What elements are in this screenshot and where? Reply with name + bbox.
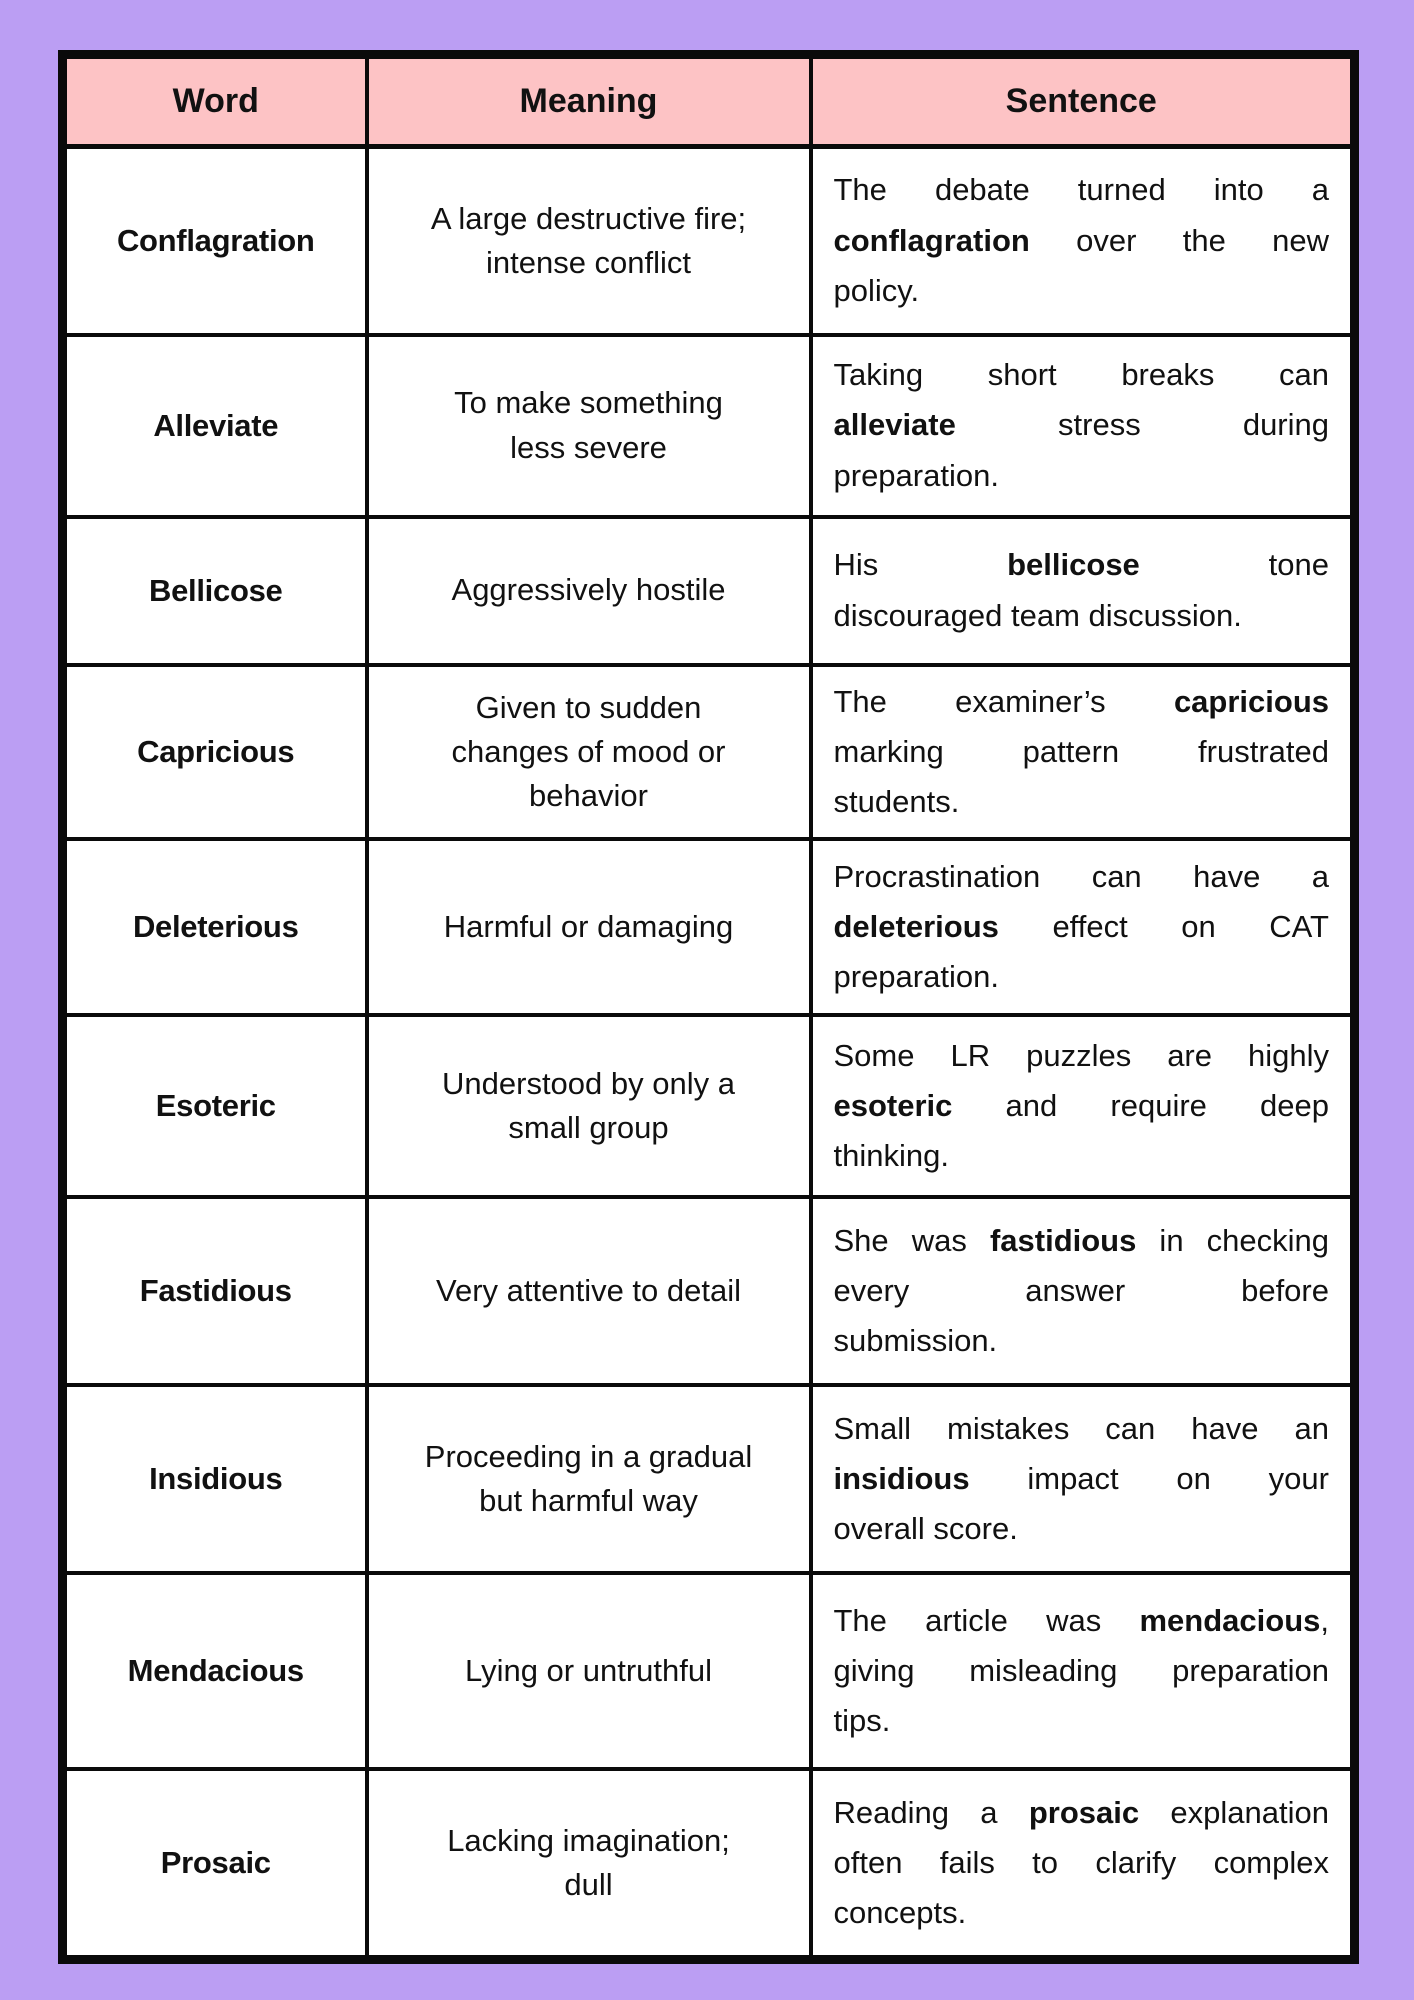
word-cell: Prosaic (63, 1769, 367, 1959)
sentence-text: discouraged team discussion. (833, 597, 1242, 633)
table-row (63, 1015, 1355, 1197)
sentence-line (834, 216, 1330, 266)
table-row (63, 1197, 1355, 1385)
sentence-line (834, 1404, 1330, 1454)
column-header-word: Word (63, 55, 367, 147)
meaning-line: behavior (529, 777, 648, 813)
highlighted-word: alleviate (833, 407, 956, 443)
sentence-line (834, 1131, 1330, 1181)
table-row (63, 1385, 1355, 1573)
sentence-line (834, 1454, 1330, 1504)
sentence-text: concepts. (833, 1895, 967, 1931)
word-cell: Alleviate (63, 335, 367, 517)
sentence-text: over the new (1029, 222, 1329, 258)
word-cell: Fastidious (63, 1197, 367, 1385)
sentence-text: impact on your (969, 1461, 1329, 1497)
meaning-cell (367, 839, 811, 1015)
meaning-cell (367, 147, 811, 335)
word-cell: Bellicose (63, 517, 367, 665)
meaning-line: Aggressively hostile (451, 572, 726, 608)
sentence-text: stress during (955, 407, 1329, 443)
sentence-text: Reading a (833, 1794, 1029, 1830)
sentence-text: preparation. (833, 959, 999, 995)
sentence-text: policy. (833, 272, 920, 308)
sentence-line (834, 1646, 1330, 1696)
highlighted-word: bellicose (1007, 547, 1140, 583)
sentence-line (834, 1696, 1330, 1746)
meaning-line: small group (508, 1110, 669, 1146)
sentence-text: students. (833, 783, 960, 819)
sentence-line (834, 1316, 1330, 1366)
sentence-cell (811, 1015, 1355, 1197)
sentence-text: giving misleading preparation (833, 1653, 1329, 1689)
vocabulary-poster (58, 50, 1350, 1946)
sentence-text: The article was (833, 1602, 1140, 1638)
sentence-line (834, 1266, 1330, 1316)
sentence-cell (811, 1573, 1355, 1769)
sentence-line (834, 852, 1330, 902)
meaning-line: intense conflict (485, 244, 692, 280)
meaning-line: Lacking imagination; (447, 1822, 730, 1858)
meaning-cell (367, 1015, 811, 1197)
sentence-line (834, 1888, 1330, 1938)
vocabulary-table (58, 50, 1359, 1964)
sentence-text: , (1320, 1602, 1329, 1638)
highlighted-word: conflagration (833, 222, 1030, 258)
sentence-cell (811, 335, 1355, 517)
sentence-text: in checking (1136, 1222, 1329, 1258)
word-cell: Insidious (63, 1385, 367, 1573)
word-cell: Mendacious (63, 1573, 367, 1769)
meaning-line: Given to sudden (475, 689, 702, 725)
meaning-cell (367, 1385, 811, 1573)
column-header-meaning: Meaning (367, 55, 811, 147)
sentence-text: and require deep (952, 1088, 1329, 1124)
sentence-line (834, 952, 1330, 1002)
sentence-line (834, 165, 1330, 215)
table-row (63, 1573, 1355, 1769)
highlighted-word: prosaic (1028, 1794, 1140, 1830)
sentence-cell (811, 517, 1355, 665)
table-row (63, 1769, 1355, 1959)
sentence-cell (811, 147, 1355, 335)
sentence-line (834, 266, 1330, 316)
sentence-text: often fails to clarify complex (833, 1844, 1329, 1880)
meaning-line: Very attentive to detail (435, 1273, 742, 1309)
meaning-cell (367, 335, 811, 517)
sentence-line (834, 1838, 1330, 1888)
highlighted-word: insidious (833, 1461, 970, 1497)
sentence-text: Procrastination can have a (833, 858, 1329, 894)
sentence-text: The examiner’s (833, 683, 1174, 719)
sentence-text: overall score. (833, 1511, 1018, 1547)
sentence-text: The debate turned into a (833, 172, 1329, 208)
sentence-cell (811, 1769, 1355, 1959)
sentence-text: thinking. (833, 1138, 949, 1174)
sentence-line (834, 1596, 1330, 1646)
sentence-line (834, 1504, 1330, 1554)
sentence-cell (811, 839, 1355, 1015)
table-row (63, 665, 1355, 840)
table-row (63, 839, 1355, 1015)
sentence-cell (811, 1197, 1355, 1385)
word-cell: Deleterious (63, 839, 367, 1015)
sentence-line (834, 540, 1330, 590)
meaning-line: but harmful way (479, 1483, 698, 1519)
sentence-cell (811, 1385, 1355, 1573)
meaning-cell (367, 665, 811, 840)
sentence-text: Some LR puzzles are highly (833, 1037, 1329, 1073)
highlighted-word: capricious (1173, 683, 1329, 719)
highlighted-word: fastidious (989, 1222, 1137, 1258)
word-cell: Esoteric (63, 1015, 367, 1197)
sentence-line (834, 451, 1330, 501)
sentence-text: preparation. (833, 457, 999, 493)
sentence-cell (811, 665, 1355, 840)
sentence-line (834, 1081, 1330, 1131)
sentence-line (834, 727, 1330, 777)
meaning-line: Proceeding in a gradual (424, 1439, 753, 1475)
column-header-sentence: Sentence (811, 55, 1355, 147)
meaning-line: To make something (454, 385, 723, 421)
meaning-cell (367, 1573, 811, 1769)
meaning-line: Understood by only a (442, 1066, 735, 1102)
meaning-cell (367, 1769, 811, 1959)
sentence-line (834, 1216, 1330, 1266)
sentence-line (834, 1788, 1330, 1838)
sentence-text: marking pattern frustrated (833, 733, 1329, 769)
sentence-line (834, 677, 1330, 727)
word-cell: Capricious (63, 665, 367, 840)
table-row (63, 335, 1355, 517)
sentence-line (834, 350, 1330, 400)
sentence-line (834, 1031, 1330, 1081)
table-body (63, 147, 1355, 1960)
sentence-text: explanation (1139, 1794, 1330, 1830)
table-header (63, 55, 1355, 147)
sentence-text: tips. (833, 1703, 891, 1739)
sentence-line (834, 777, 1330, 827)
meaning-line: less severe (510, 429, 667, 465)
sentence-text: She was (833, 1222, 990, 1258)
meaning-line: Lying or untruthful (464, 1653, 712, 1689)
sentence-text: Taking short breaks can (833, 357, 1329, 393)
sentence-text: submission. (833, 1323, 998, 1359)
sentence-text: His (833, 547, 1008, 583)
sentence-text: every answer before (833, 1273, 1329, 1309)
meaning-line: changes of mood or (451, 733, 726, 769)
sentence-text: Small mistakes can have an (833, 1410, 1329, 1446)
table-row (63, 517, 1355, 665)
header-row (63, 55, 1355, 147)
highlighted-word: mendacious (1139, 1602, 1321, 1638)
highlighted-word: deleterious (833, 909, 999, 945)
meaning-line: A large destructive fire; (430, 200, 747, 236)
sentence-line (834, 902, 1330, 952)
sentence-text: tone (1139, 547, 1329, 583)
meaning-cell (367, 517, 811, 665)
sentence-text: effect on CAT (998, 909, 1329, 945)
meaning-cell (367, 1197, 811, 1385)
highlighted-word: esoteric (833, 1088, 953, 1124)
table-row (63, 147, 1355, 335)
sentence-line (834, 400, 1330, 450)
meaning-line: Harmful or damaging (443, 909, 734, 945)
sentence-line (834, 591, 1330, 641)
meaning-line: dull (564, 1866, 613, 1902)
word-cell: Conflagration (63, 147, 367, 335)
